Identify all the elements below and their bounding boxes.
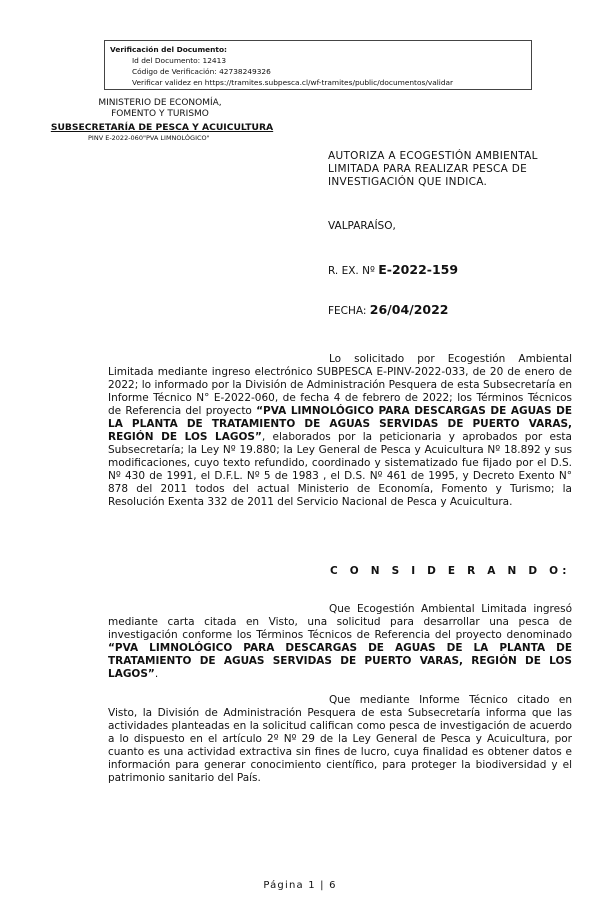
verification-box bbox=[104, 40, 532, 90]
resolution-label: R. EX. Nº bbox=[328, 265, 375, 277]
considerando-paragraph-1 bbox=[108, 603, 572, 681]
resolution-date bbox=[328, 302, 449, 317]
ministry-line-1: MINISTERIO DE ECONOMÍA, bbox=[98, 98, 222, 108]
page-number: Página 1 | 6 bbox=[263, 880, 337, 891]
considerando-1-project-title: “PVA LIMNOLÓGICO PARA DESCARGAS DE AGUAS DE LA PLANTA DE TRATAMIENTO DE AGUAS SERVIDAS DE PUERTO VARAS, REGIÓN DE LOS LAGOS” bbox=[108, 642, 572, 680]
ministry-line-2: FOMENTO Y TURISMO bbox=[111, 109, 209, 119]
date-value: 26/04/2022 bbox=[369, 302, 449, 317]
considerando-paragraph-2: Que mediante Informe Técnico citado en Visto, la División de Administración Pesquera de esta Subsecretaría informa que las actividades planteadas en la solicitud califican como pesca de investigación de acuerdo a lo dispuesto en el artículo 2º Nº 29 de la Ley General de Pesca y Acuicultura, por cuanto es una actividad extractiva sin fines de lucro, cuya finalidad es obtener datos e información para generar conocimiento científico, para proteger la biodiversidad y el patrimonio sanitario del País. bbox=[108, 694, 572, 784]
verification-list bbox=[110, 55, 527, 88]
resolution-value: E-2022-159 bbox=[378, 262, 459, 277]
considerando-1-text-a: Que Ecogestión Ambiental Limitada ingresó mediante carta citada en Visto, una solicitud para desarrollar una pesca de investigación conforme los Términos Técnicos de Referencia del proyecto denominado bbox=[108, 603, 572, 641]
document-id: • Id del Documento: 12413 bbox=[132, 55, 527, 66]
visto-text-b: , elaborados por la peticionaria y aprobados por esta Subsecretaría; la Ley Nº 19.880; la Ley General de Pesca y Acuicultura Nº 18.892 y sus modificaciones, cuyo texto refundido, coordinado y sistematizado fue fijado por el D.S. Nº 430 de 1991, el D.F.L. Nº 5 de 1983 , el D.S. Nº 461 de 1995, y Decreto Exento N° 878 del 2011 todos del actual Ministerio de Economía, Fomento y Turismo; la Resolución Exenta 332 de 2011 del Servicio Nacional de Pesca y Acuicultura. bbox=[108, 431, 572, 508]
subsecretaria-name: SUBSECRETARÍA DE PESCA Y ACUICULTURA bbox=[50, 122, 274, 133]
document-subject: AUTORIZA A ECOGESTIÓN AMBIENTAL LIMITADA PARA REALIZAR PESCA DE INVESTIGACIÓN QUE INDICA. bbox=[328, 150, 538, 188]
verification-code: • Código de Verificación: 42738249326 bbox=[132, 66, 527, 77]
date-label: FECHA: bbox=[328, 305, 367, 317]
considerando-1-text-b: . bbox=[154, 668, 159, 680]
verification-title: Verificación del Documento: bbox=[110, 45, 227, 54]
resolution-number bbox=[328, 262, 458, 277]
considerando-heading: C O N S I D E R A N D O: bbox=[330, 565, 571, 577]
city: VALPARAÍSO, bbox=[328, 220, 396, 232]
verification-url[interactable]: • Verificar validez en https://tramites.subpesca.cl/wf-tramites/public/documentos/validar bbox=[132, 77, 527, 88]
project-reference: PINV E-2022-060"PVA LIMNOLÓGICO" bbox=[88, 134, 210, 142]
visto-paragraph bbox=[108, 353, 572, 509]
visto-project-title: “PVA LIMNOLÓGICO PARA DESCARGAS DE AGUAS DE LA PLANTA DE TRATAMIENTO DE AGUAS SERVIDAS DE PUERTO VARAS, REGIÓN DE LOS LAGOS” bbox=[108, 405, 572, 443]
visto-text-a: Lo solicitado por Ecogestión Ambiental Limitada mediante ingreso electrónico SUBPESCA E-PINV-2022-033, de 20 de enero de 2022; lo informado por la División de Administración Pesquera de esta Subsecretaría en Informe Técnico N° E-2022-060, de fecha 4 de febrero de 2022; los Términos Técnicos de Referencia del proyecto bbox=[108, 353, 572, 417]
ministry-name bbox=[40, 98, 280, 120]
